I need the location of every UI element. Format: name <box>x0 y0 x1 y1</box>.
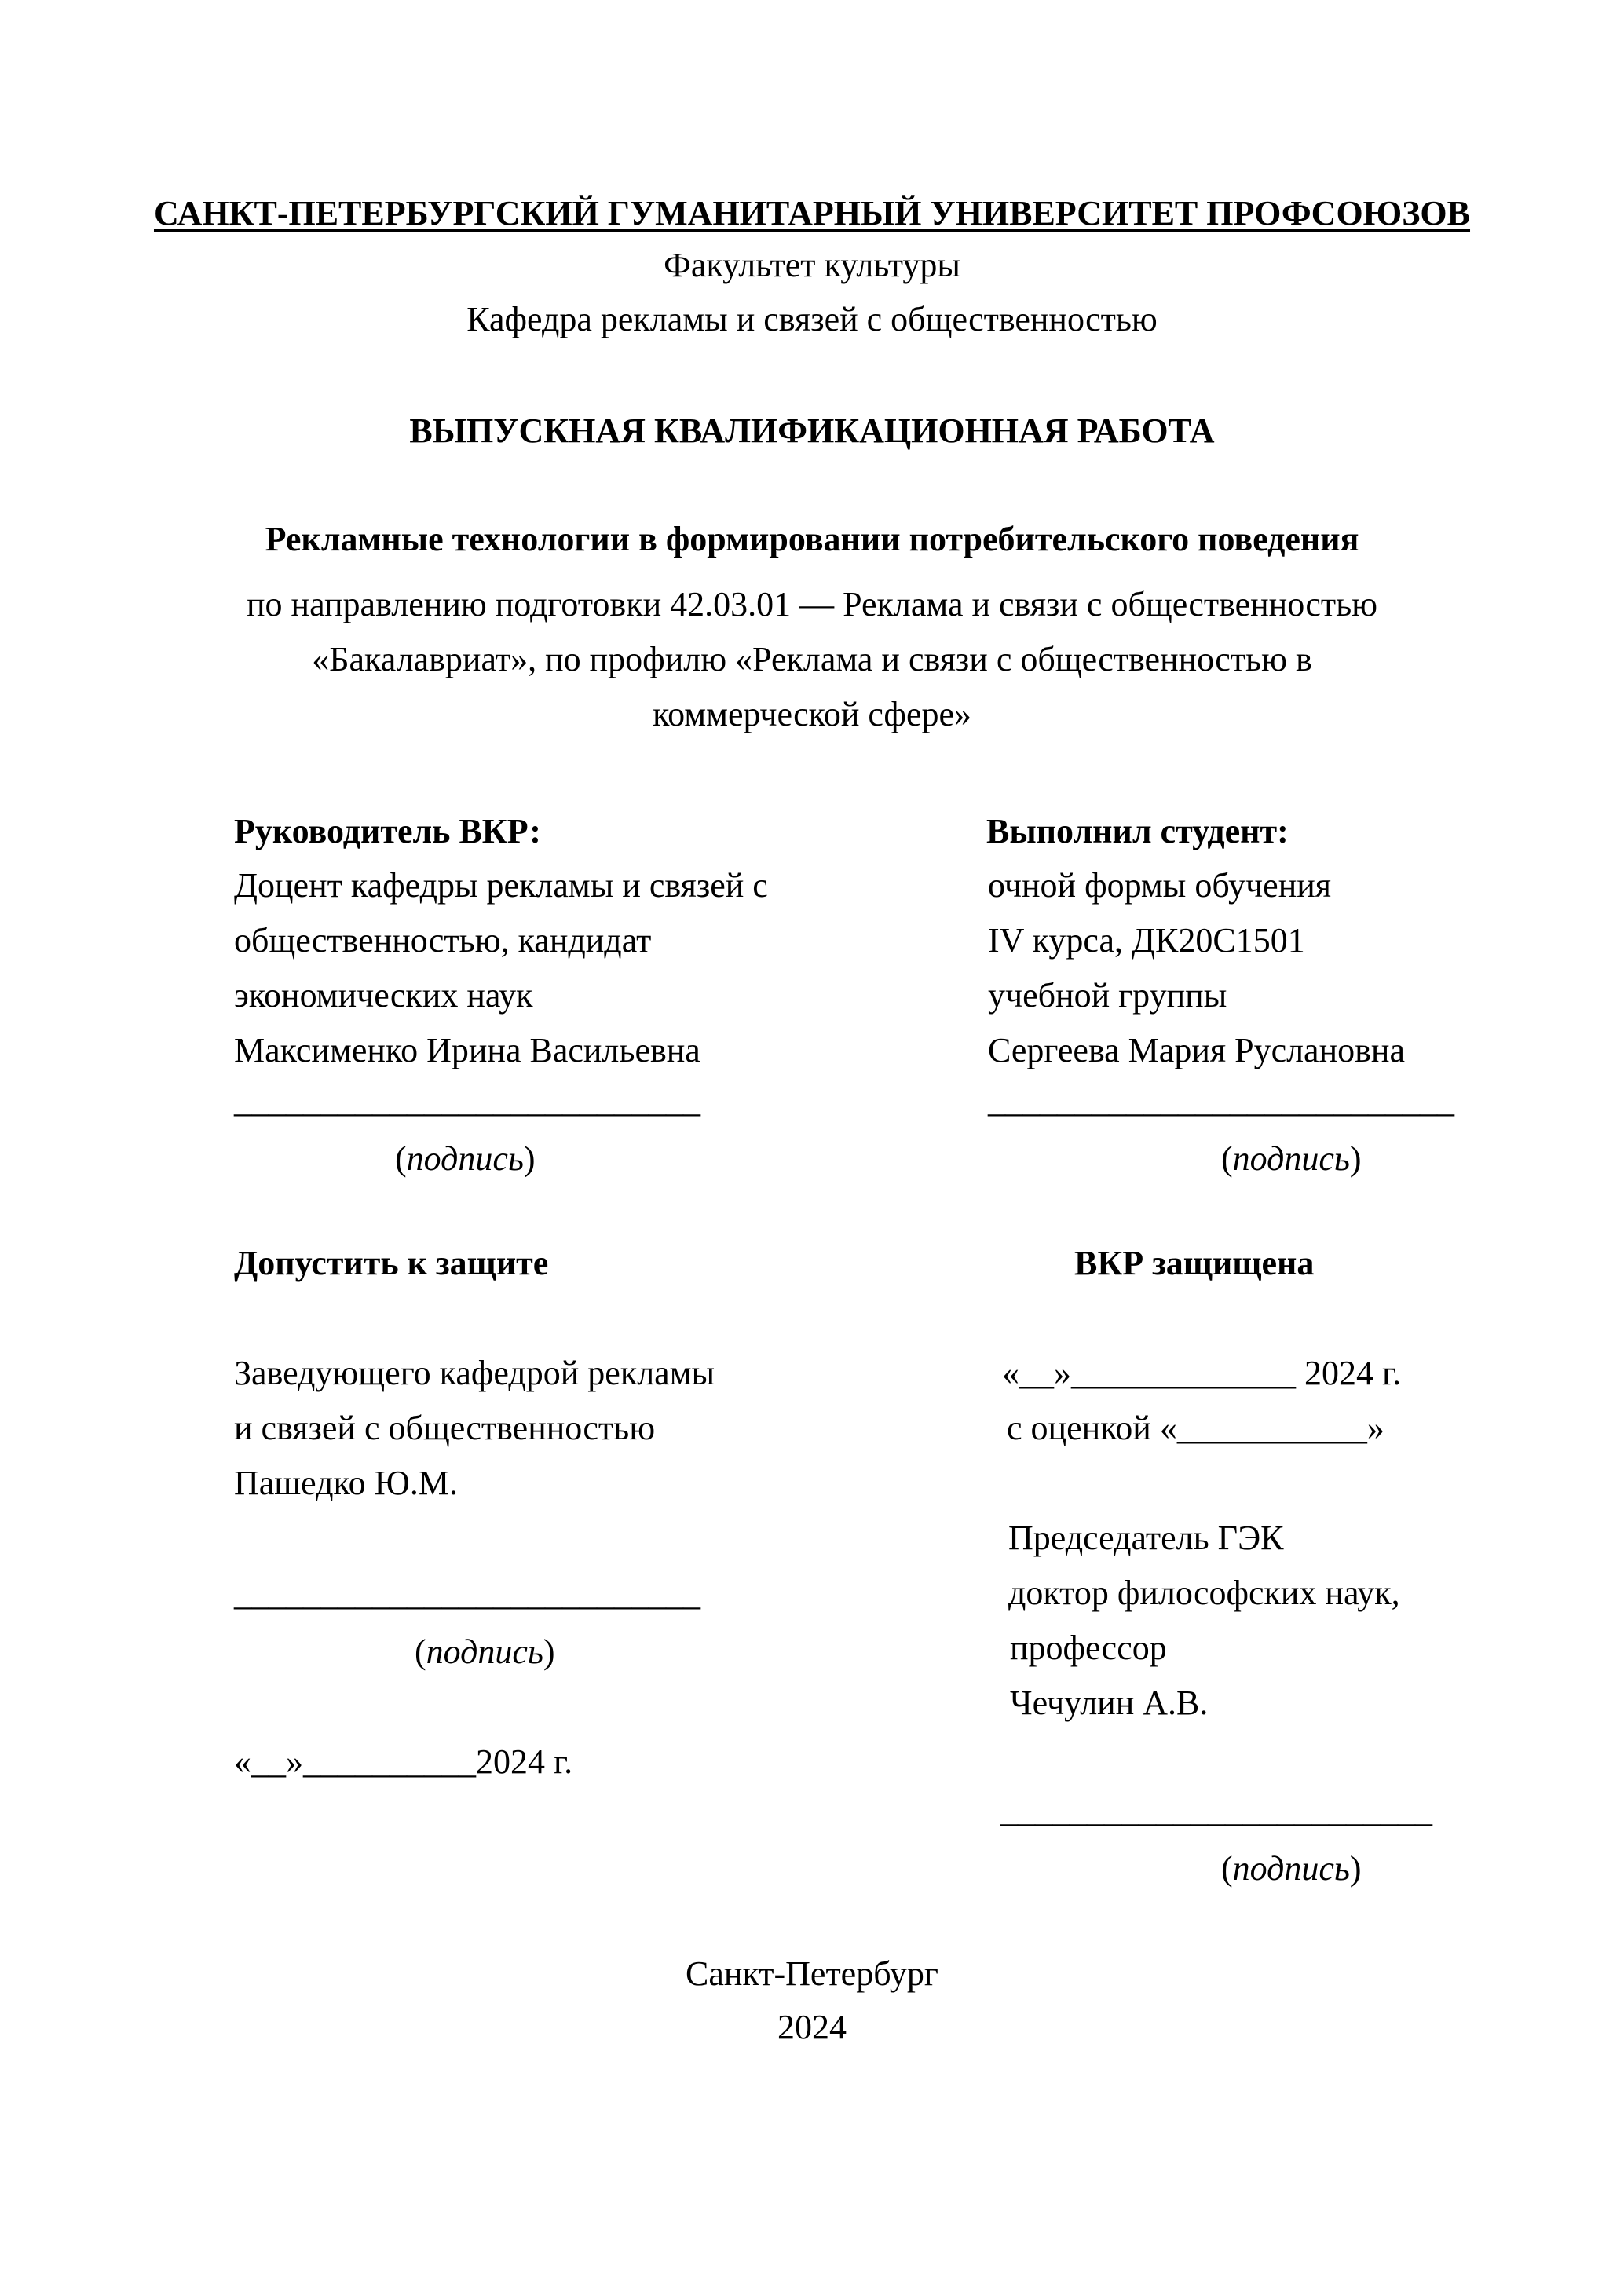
student-signature-caption: (подпись) <box>1221 1139 1362 1178</box>
admission-line: Заведующего кафедрой рекламы <box>234 1354 715 1392</box>
admission-line: и связей с общественностью <box>234 1409 656 1447</box>
direction-line-3: коммерческой сфере» <box>652 695 972 733</box>
department: Кафедра рекламы и связей с общественностью <box>466 300 1158 338</box>
student-line: очной формы обучения <box>988 866 1332 905</box>
admission-title: Допустить к защите <box>234 1244 549 1282</box>
defense-signature-caption: (подпись) <box>1221 1849 1362 1888</box>
university-name: САНКТ-ПЕТЕРБУРГСКИЙ ГУМАНИТАРНЫЙ УНИВЕРСИТЕТ ПРОФСОЮЗОВ <box>153 194 1471 232</box>
city: Санкт-Петербург <box>686 1954 938 1993</box>
supervisor-name: Максименко Ирина Васильевна <box>234 1031 700 1069</box>
defense-date: «__»_____________ 2024 г. <box>1002 1354 1402 1392</box>
defense-title: ВКР защищена <box>1074 1244 1315 1282</box>
student-title: Выполнил студент: <box>986 812 1289 850</box>
admission-name: Пашедко Ю.М. <box>234 1464 459 1502</box>
supervisor-signature-caption: (подпись) <box>395 1139 536 1178</box>
work-type: ВЫПУСКНАЯ КВАЛИФИКАЦИОННАЯ РАБОТА <box>409 411 1215 450</box>
direction-line-1: по направлению подготовки 42.03.01 — Реклама и связи с общественностью <box>246 585 1378 623</box>
commission-chair-line: доктор философских наук, <box>1008 1574 1400 1612</box>
student-line: учебной группы <box>988 976 1227 1015</box>
faculty: Факультет культуры <box>664 246 960 284</box>
student-name: Сергеева Мария Руслановна <box>988 1031 1405 1069</box>
admission-date: «__»__________2024 г. <box>234 1742 573 1781</box>
supervisor-title: Руководитель ВКР: <box>234 812 541 850</box>
defense-grade: с оценкой «___________» <box>1007 1409 1384 1447</box>
supervisor-line: общественностью, кандидат <box>234 921 652 960</box>
direction-line-2: «Бакалавриат», по профилю «Реклама и связи с общественностью в <box>312 640 1312 678</box>
student-signature-line: ___________________________ <box>988 1081 1454 1120</box>
supervisor-signature-line: ___________________________ <box>234 1081 700 1120</box>
commission-chair-name: Чечулин А.В. <box>1010 1684 1209 1722</box>
student-line: IV курса, ДК20С1501 <box>988 921 1305 960</box>
defense-signature-line: _________________________ <box>1000 1791 1432 1830</box>
supervisor-line: экономических наук <box>234 976 533 1015</box>
commission-chair-line: Председатель ГЭК <box>1008 1519 1284 1557</box>
topic-title: Рекламные технологии в формировании потребительского поведения <box>265 520 1359 558</box>
admission-signature-line: ___________________________ <box>234 1574 700 1613</box>
year: 2024 <box>777 2008 847 2046</box>
supervisor-line: Доцент кафедры рекламы и связей с <box>234 866 768 905</box>
commission-chair-line: профессор <box>1010 1629 1167 1667</box>
admission-signature-caption: (подпись) <box>415 1632 555 1671</box>
